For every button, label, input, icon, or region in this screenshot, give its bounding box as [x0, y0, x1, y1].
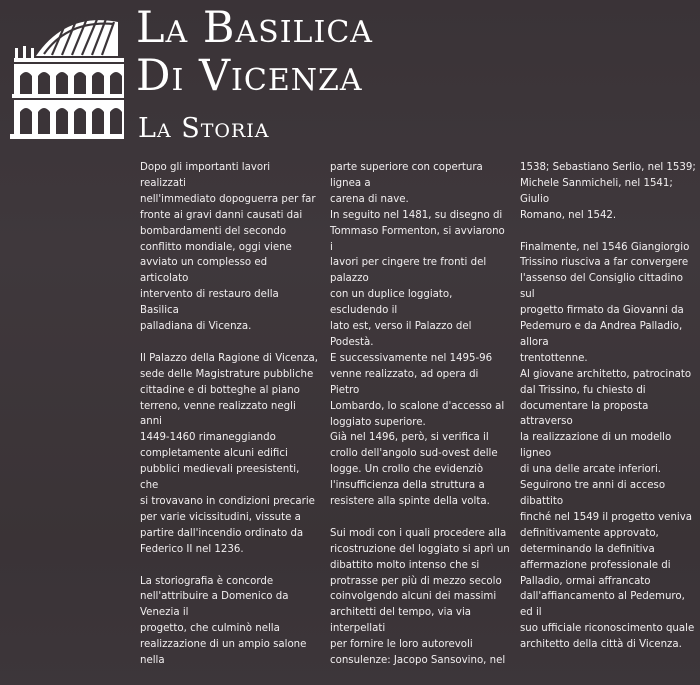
paragraph: Finalmente, nel 1546 Giangiorgio Trissino riusciva a far convergere l'assenso del Consiglio cittadino sul progetto firmato da Giovanni da Pedemuro e da Andrea Palladio, allora trentottenne. Al giovane architetto, patrocinato dal Trissino, fu chiesto di documentare la proposta attraverso la realizzazione di un modello ligneo di una delle arcate inferiori. Seguirono tre anni di acceso dibattito finché nel 1549 il progetto veniva definitivamente approvato, determinando la definitiva affermazione professionale di Palladio, ormai affrancato dall'affiancamento al Pedemuro, ed il suo ufficiale riconoscimento quale architetto della città di Vicenza. — [520, 241, 695, 651]
paragraph: La storiografia è concorde nell'attribuire a Domenico da Venezia il progetto, che culminò nella realizzazione di un ampio salone nella — [140, 575, 307, 667]
text-column-2 — [330, 160, 510, 685]
text-column-3 — [520, 160, 698, 669]
title-line-1: La Basilica — [136, 3, 373, 53]
basilica-logo-icon — [6, 8, 124, 140]
paragraph: 1538; Sebastiano Serlio, nel 1539; Michele Sanmicheli, nel 1541; Giulio Romano, nel 1542. — [520, 162, 696, 221]
title-line-2: Di Vicenza — [136, 51, 363, 101]
paragraph: Dopo gli importanti lavori realizzati nell'immediato dopoguerra per far fronte ai gravi danni causati dai bombardamenti del secondo conflitto mondiale, oggi viene avviato un complesso ed articolato intervento di restauro della Basilica palladiana di Vicenza. — [140, 162, 316, 333]
text-column-1 — [140, 160, 318, 685]
paragraph: parte superiore con copertura lignea a carena di nave. In seguito nel 1481, su disegno di Tommaso Formenton, si avviarono i lavori per cingere tre fronti del palazzo con un duplice loggiato, escludendo il lato est, verso il Palazzo del Podestà. E successivamente nel 1495-96 venne realizzato, ad opera di Pietro Lombardo, lo scalone d'accesso al loggiato superiore. Già nel 1496, però, si verifica il crollo dell'angolo sud-ovest delle logge. Un crollo che evidenziò l'insufficienza della struttura a resistere alla spinte della volta. — [330, 162, 505, 508]
page-subtitle: La Storia — [138, 113, 270, 144]
page-title — [136, 4, 373, 100]
paragraph: Sui modi con i quali procedere alla ricostruzione del loggiato si aprì un dibattito molto intenso che si protrasse per più di mezzo secolo coinvolgendo alcuni dei massimi architetti del tempo, via via interpellati per fornire le loro autorevoli consulenze: Jacopo Sansovino, nel — [330, 527, 510, 667]
paragraph: Il Palazzo della Ragione di Vicenza, sede delle Magistrature pubbliche cittadine e di botteghe al piano terreno, venne realizzato negli anni 1449-1460 rimaneggiando completamente alcuni edifici pubblici medievali preesistenti, che si trovavano in condizioni precarie per varie vicissitudini, vissute a partire dall'incendio ordinato da Federico II nel 1236. — [140, 352, 318, 555]
